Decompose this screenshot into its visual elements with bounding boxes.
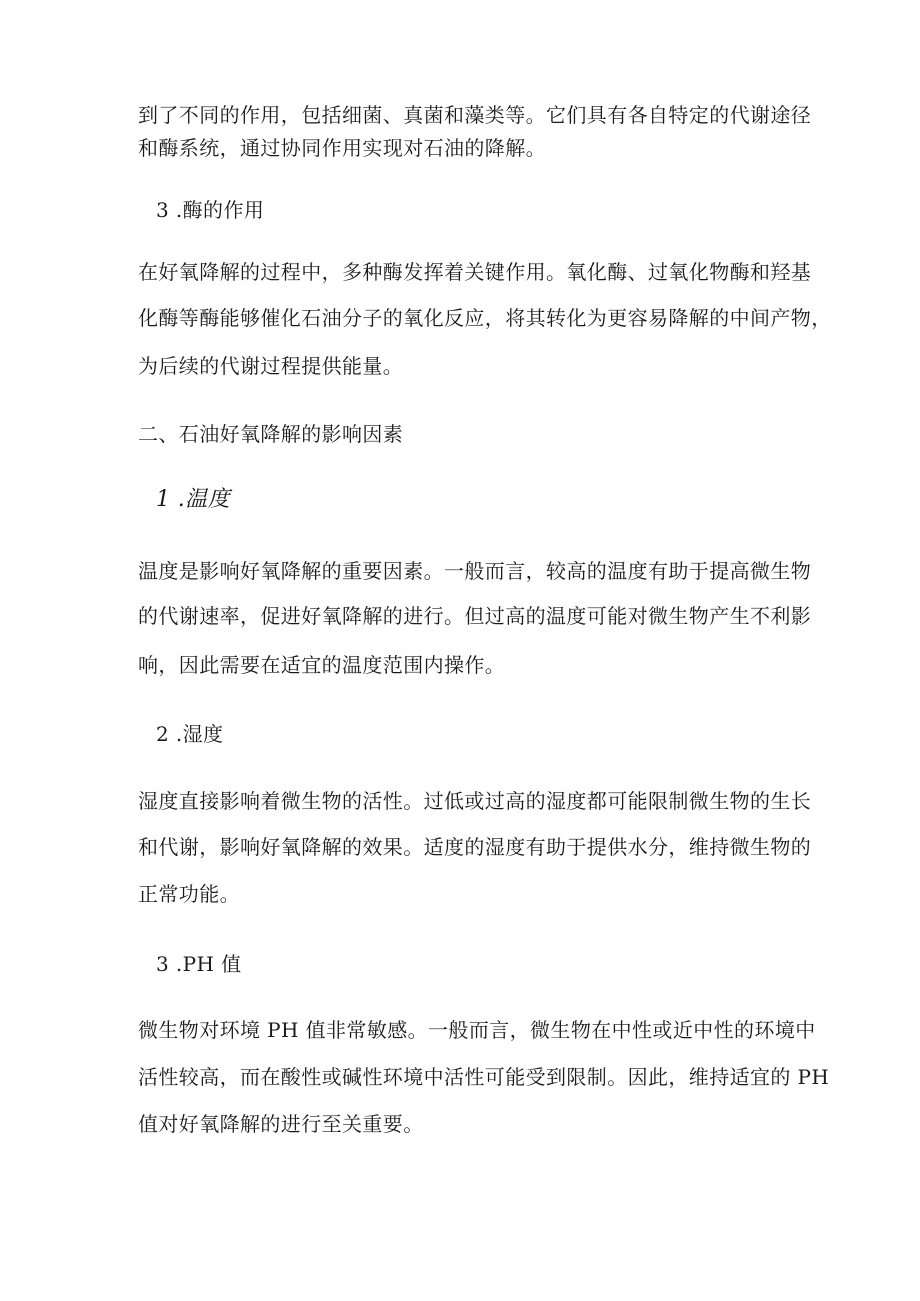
heading-humidity: 2 .湿度 (156, 722, 224, 746)
paragraph-microbes-line-1: 到了不同的作用，包括细菌、真菌和藻类等。它们具有各自特定的代谢途径 (138, 103, 812, 127)
section-title-influencing-factors: 二、石油好氧降解的影响因素 (138, 422, 404, 446)
heading-ph-value: 3 .PH 值 (156, 952, 242, 976)
heading-enzyme-role: 3 .酶的作用 (156, 198, 265, 222)
heading-temperature: 1 .温度 (156, 487, 230, 512)
paragraph-humidity-line-2: 和代谢，影响好氧降解的效果。适度的湿度有助于提供水分，维持微生物的 (138, 835, 812, 859)
paragraph-enzymes-line-1: 在好氧降解的过程中，多种酶发挥着关键作用。氧化酶、过氧化物酶和羟基 (138, 260, 812, 284)
paragraph-microbes-line-2: 和酶系统，通过协同作用实现对石油的降解。 (138, 136, 546, 160)
paragraph-enzymes-line-3: 为后续的代谢过程提供能量。 (138, 354, 404, 378)
paragraph-ph-line-1: 微生物对环境 PH 值非常敏感。一般而言，微生物在中性或近中性的环境中 (138, 1018, 816, 1042)
paragraph-temperature-line-3: 响，因此需要在适宜的温度范围内操作。 (138, 653, 506, 677)
paragraph-enzymes-line-2: 化酶等酶能够催化石油分子的氧化反应，将其转化为更容易降解的中间产物， (138, 306, 832, 330)
paragraph-temperature-line-2: 的代谢速率，促进好氧降解的进行。但过高的温度可能对微生物产生不利影 (138, 604, 812, 628)
paragraph-humidity-line-1: 湿度直接影响着微生物的活性。过低或过高的湿度都可能限制微生物的生长 (138, 789, 812, 813)
paragraph-humidity-line-3: 正常功能。 (138, 882, 240, 906)
paragraph-temperature-line-1: 温度是影响好氧降解的重要因素。一般而言，较高的温度有助于提高微生物 (138, 559, 812, 583)
paragraph-ph-line-2: 活性较高，而在酸性或碱性环境中活性可能受到限制。因此，维持适宜的 PH (138, 1065, 830, 1089)
paragraph-ph-line-3: 值对好氧降解的进行至关重要。 (138, 1112, 424, 1136)
